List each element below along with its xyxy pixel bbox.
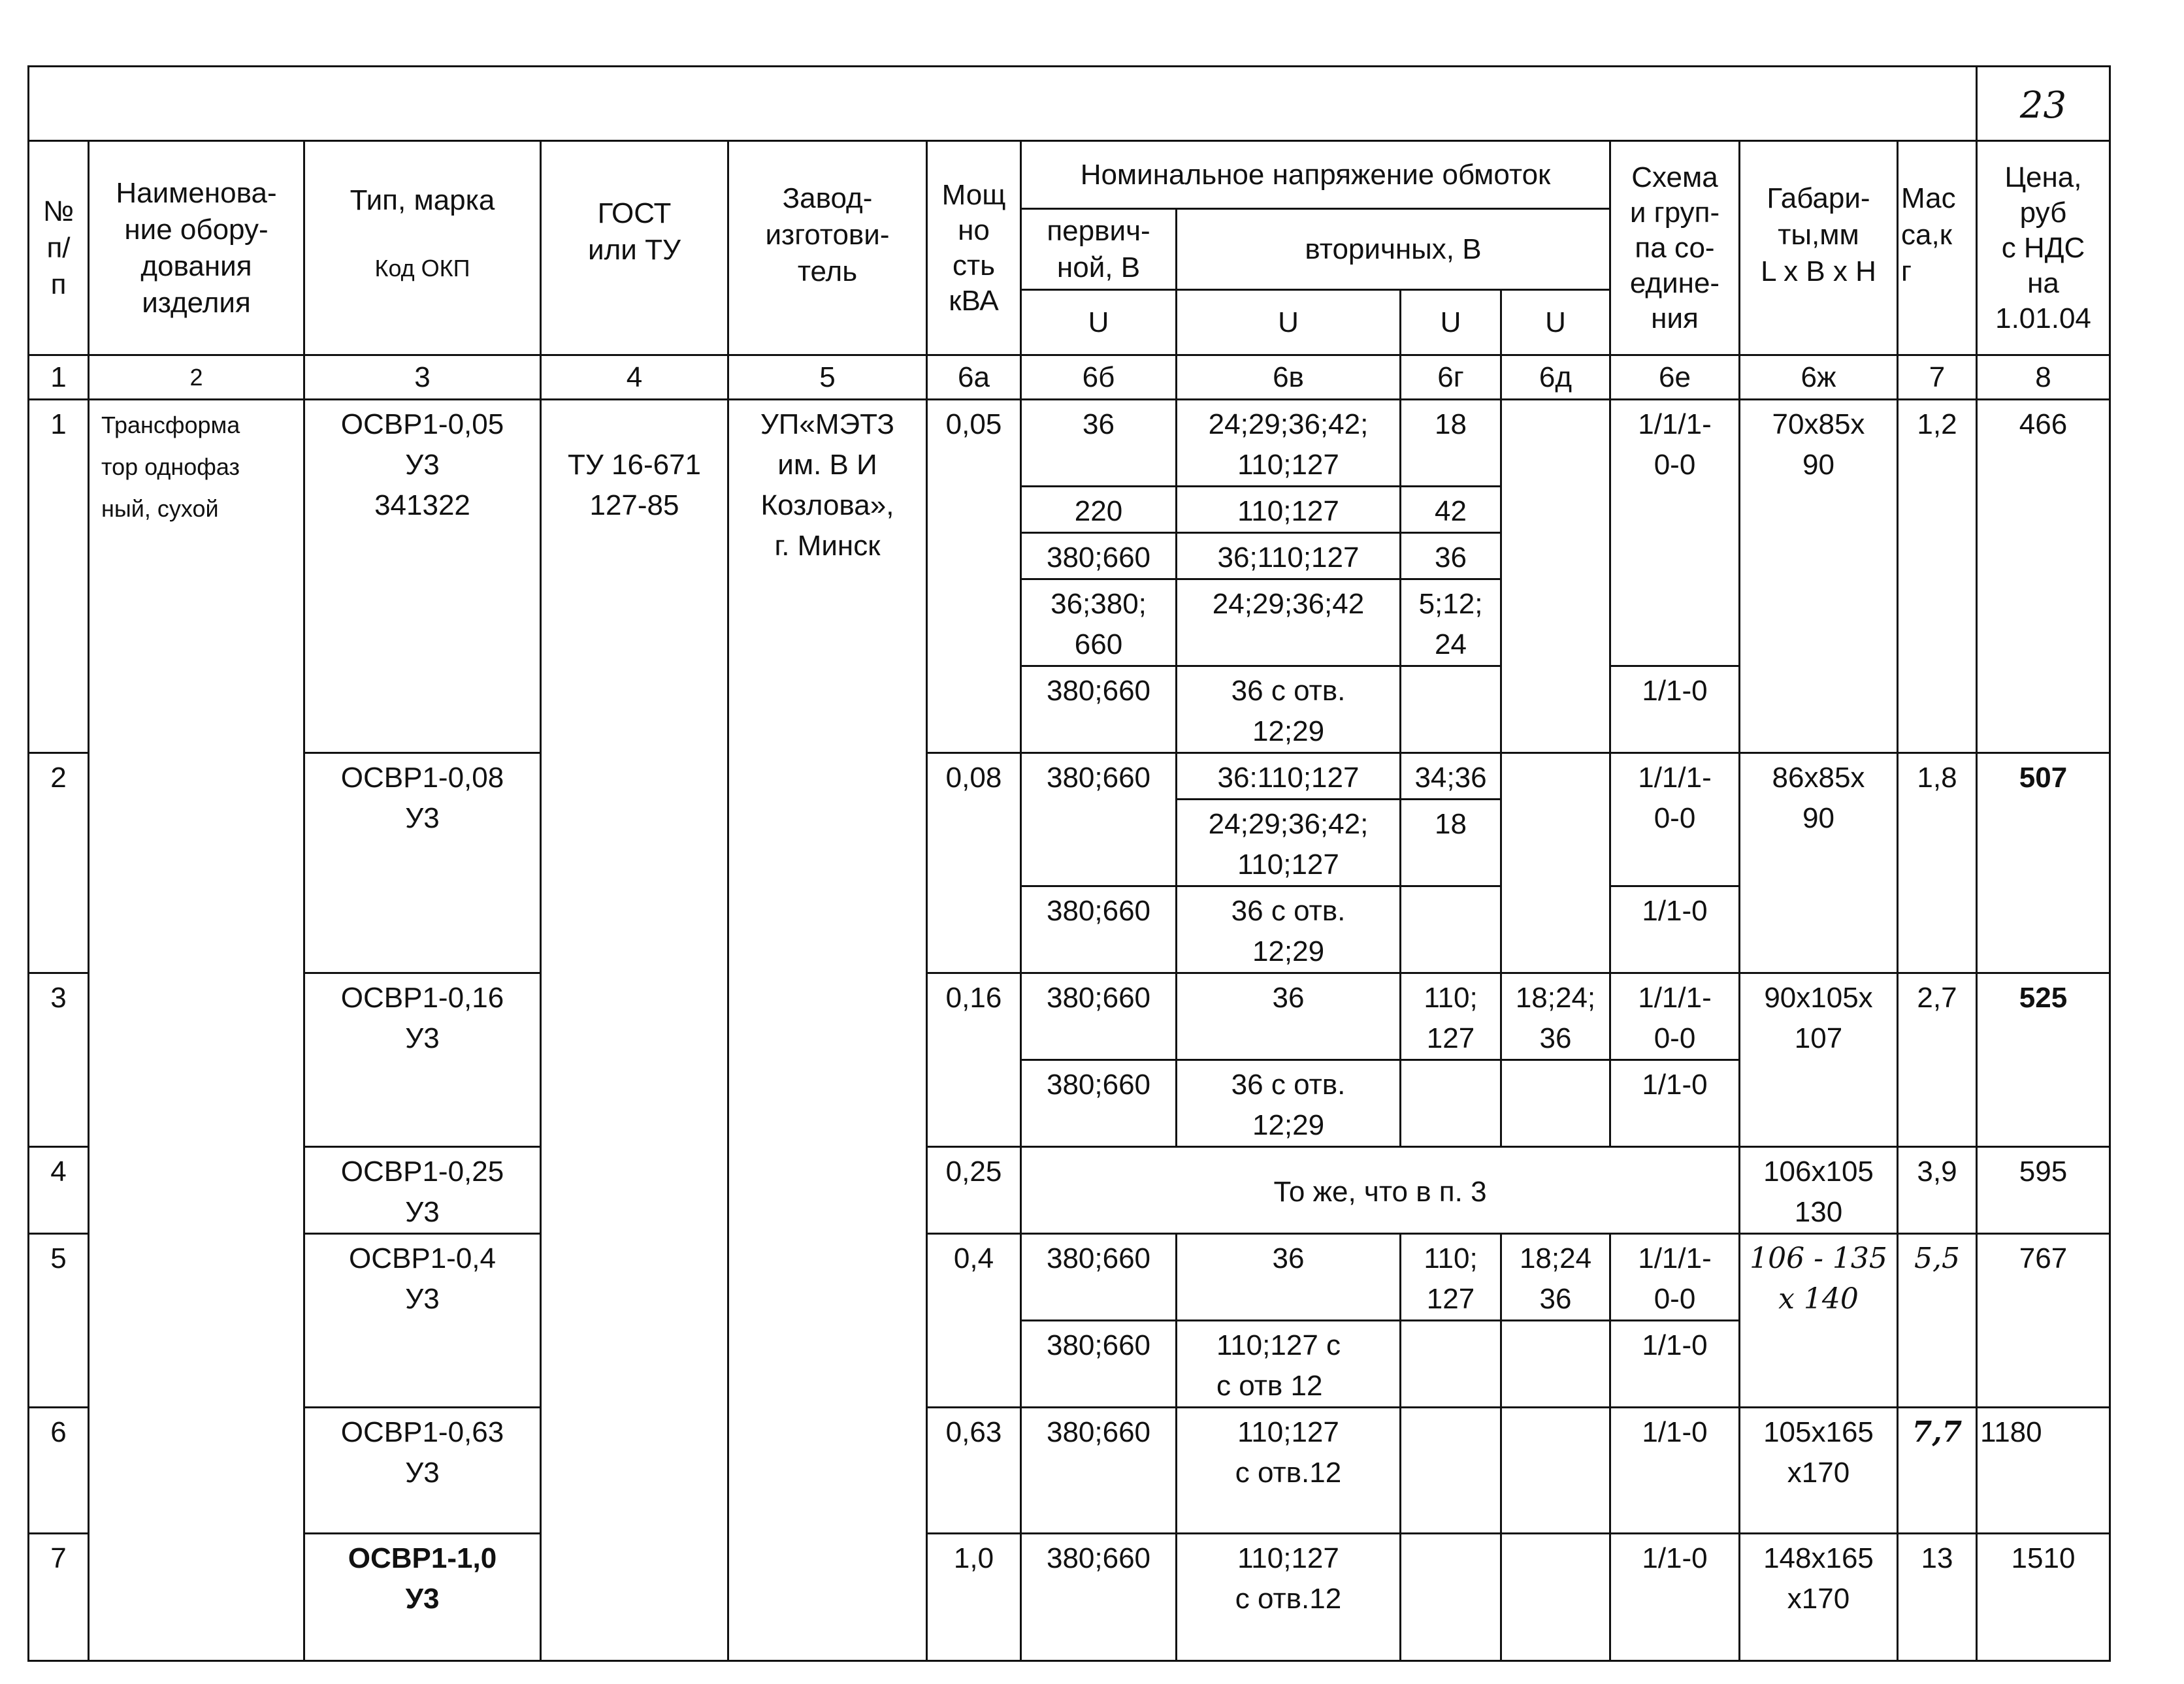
item-dims: 86x85x 90 <box>1740 753 1898 973</box>
primary-voltage: 380;660 <box>1021 1234 1177 1321</box>
colnum-6g: 6г <box>1401 355 1501 400</box>
connection-scheme: 1/1-0 <box>1610 886 1740 973</box>
header-type-code: Код ОКП <box>374 254 470 282</box>
primary-voltage: 380;660 <box>1021 886 1177 973</box>
table-row <box>29 1147 2110 1234</box>
colnum-2: 2 <box>89 355 304 400</box>
secondary-voltage-1: 110;127 с отв.12 <box>1177 1534 1401 1661</box>
connection-scheme: 1/1/1- 0-0 <box>1610 400 1740 666</box>
header-maker: Завод- изготови- тель <box>728 141 927 355</box>
secondary-voltage-3 <box>1501 1060 1610 1147</box>
item-dims: 105x165 x170 <box>1740 1408 1898 1534</box>
connection-scheme: 1/1/1- 0-0 <box>1610 1234 1740 1321</box>
secondary-voltage-1: 36 с отв. 12;29 <box>1177 1060 1401 1147</box>
header-num: № п/ п <box>29 141 89 355</box>
table-row <box>29 1408 2110 1534</box>
secondary-voltage-3: 18;24; 36 <box>1501 973 1610 1060</box>
item-power: 0,08 <box>927 753 1021 973</box>
header-type <box>304 141 541 355</box>
secondary-voltage-2: 42 <box>1401 487 1501 533</box>
header-power: Мощ но сть кВА <box>927 141 1021 355</box>
connection-scheme: 1/1/1- 0-0 <box>1610 753 1740 886</box>
item-power: 0,4 <box>927 1234 1021 1408</box>
secondary-voltage-3 <box>1501 400 1610 753</box>
colnum-6b: 6б <box>1021 355 1177 400</box>
item-price: 595 <box>1977 1147 2110 1234</box>
table-row <box>29 973 2110 1060</box>
table-row <box>29 1534 2110 1661</box>
item-type: ОСВР1-1,0 У3 <box>304 1534 541 1661</box>
colnum-5: 5 <box>728 355 927 400</box>
header-type-label: Тип, марка <box>350 184 495 216</box>
page-number: 23 <box>1977 67 2110 141</box>
secondary-voltage-3 <box>1501 1321 1610 1408</box>
primary-voltage: 36 <box>1021 400 1177 487</box>
item-type: ОСВР1-0,16 У3 <box>304 973 541 1147</box>
connection-scheme: 1/1-0 <box>1610 1060 1740 1147</box>
item-num: 4 <box>29 1147 89 1234</box>
secondary-voltage-2: 34;36 <box>1401 753 1501 800</box>
primary-voltage: 380;660 <box>1021 973 1177 1060</box>
item-dims: 90x105x 107 <box>1740 973 1898 1147</box>
item-type: ОСВР1-0,08 У3 <box>304 753 541 973</box>
secondary-voltage-3 <box>1501 1408 1610 1534</box>
item-mass: 2,7 <box>1898 973 1977 1147</box>
secondary-voltage-1: 110;127 <box>1177 487 1401 533</box>
colnum-3: 3 <box>304 355 541 400</box>
item-power: 0,25 <box>927 1147 1021 1234</box>
secondary-voltage-3 <box>1501 1534 1610 1661</box>
item-mass: 1,8 <box>1898 753 1977 973</box>
item-num: 7 <box>29 1534 89 1661</box>
header-u-primary: U <box>1021 290 1177 355</box>
secondary-voltage-2 <box>1401 666 1501 753</box>
primary-voltage: 380;660 <box>1021 1060 1177 1147</box>
colnum-8: 8 <box>1977 355 2110 400</box>
secondary-voltage-2: 18 <box>1401 400 1501 487</box>
header-u-secondary-2: U <box>1401 290 1501 355</box>
secondary-voltage-2: 5;12; 24 <box>1401 579 1501 666</box>
item-num: 2 <box>29 753 89 973</box>
item-type: ОСВР1-0,4 У3 <box>304 1234 541 1408</box>
secondary-voltage-1: 36;110;127 <box>1177 533 1401 579</box>
secondary-voltage-2 <box>1401 886 1501 973</box>
item-price: 466 <box>1977 400 2110 753</box>
colnum-6v: 6в <box>1177 355 1401 400</box>
same-as-note: То же, что в п. 3 <box>1021 1147 1740 1234</box>
item-type: ОСВР1-0,63 У3 <box>304 1408 541 1534</box>
secondary-voltage-1: 110;127 с отв.12 <box>1177 1408 1401 1534</box>
equipment-table <box>27 65 2111 1662</box>
secondary-voltage-2: 110; 127 <box>1401 973 1501 1060</box>
item-type: ОСВР1-0,05 У3 341322 <box>304 400 541 753</box>
item-mass: 1,2 <box>1898 400 1977 753</box>
primary-voltage: 380;660 <box>1021 1408 1177 1534</box>
table-row <box>29 400 2110 487</box>
header-mass: Мас са,к г <box>1898 141 1977 355</box>
secondary-voltage-1: 24;29;36;42; 110;127 <box>1177 400 1401 487</box>
item-num: 1 <box>29 400 89 753</box>
page-top-blank <box>29 67 1977 141</box>
secondary-voltage-1: 24;29;36;42; 110;127 <box>1177 800 1401 886</box>
item-mass: 5,5 <box>1898 1234 1977 1408</box>
item-mass: 7,7 <box>1898 1408 1977 1534</box>
primary-voltage: 380;660 <box>1021 753 1177 886</box>
item-price: 1510 <box>1977 1534 2110 1661</box>
connection-scheme: 1/1-0 <box>1610 1408 1740 1534</box>
table-row <box>29 753 2110 800</box>
secondary-voltage-2 <box>1401 1060 1501 1147</box>
header-secondary: вторичных, В <box>1177 209 1610 290</box>
secondary-voltage-2: 36 <box>1401 533 1501 579</box>
colnum-7: 7 <box>1898 355 1977 400</box>
secondary-voltage-1: 36 <box>1177 1234 1401 1321</box>
secondary-voltage-3: 18;24 36 <box>1501 1234 1610 1321</box>
primary-voltage: 36;380; 660 <box>1021 579 1177 666</box>
secondary-voltage-1: 36 <box>1177 973 1401 1060</box>
item-price: 1180 <box>1977 1408 2110 1534</box>
connection-scheme: 1/1-0 <box>1610 1321 1740 1408</box>
item-mass: 13 <box>1898 1534 1977 1661</box>
item-dims: 148x165 x170 <box>1740 1534 1898 1661</box>
header-name: Наименова- ние обору- дования изделия <box>89 141 304 355</box>
table-row <box>29 1234 2110 1321</box>
item-num: 6 <box>29 1408 89 1534</box>
header-gost: ГОСТ или ТУ <box>541 141 728 355</box>
connection-scheme: 1/1-0 <box>1610 666 1740 753</box>
item-price: 767 <box>1977 1234 2110 1408</box>
secondary-voltage-1: 36 с отв. 12;29 <box>1177 666 1401 753</box>
header-price: Цена, руб с НДС на 1.01.04 <box>1977 141 2110 355</box>
equipment-name: Трансформа тор однофаз ный, сухой <box>89 400 304 1661</box>
header-scheme: Схема и груп- па со- едине- ния <box>1610 141 1740 355</box>
item-dims: 106 - 135 x 140 <box>1740 1234 1898 1408</box>
item-type: ОСВР1-0,25 У3 <box>304 1147 541 1234</box>
manufacturer: УП«МЭТЗ им. В И Козлова», г. Минск <box>728 400 927 1661</box>
connection-scheme: 1/1-0 <box>1610 1534 1740 1661</box>
primary-voltage: 380;660 <box>1021 666 1177 753</box>
item-dims: 70x85x 90 <box>1740 400 1898 753</box>
item-power: 0,05 <box>927 400 1021 753</box>
item-dims: 106x105 130 <box>1740 1147 1898 1234</box>
item-power: 1,0 <box>927 1534 1021 1661</box>
price-sheet <box>27 65 2111 1662</box>
connection-scheme: 1/1/1- 0-0 <box>1610 973 1740 1060</box>
primary-voltage: 380;660 <box>1021 1534 1177 1661</box>
secondary-voltage-1: 36:110;127 <box>1177 753 1401 800</box>
colnum-4: 4 <box>541 355 728 400</box>
item-power: 0,16 <box>927 973 1021 1147</box>
secondary-voltage-1: 110;127 с с отв 12 <box>1177 1321 1401 1408</box>
secondary-voltage-2: 110; 127 <box>1401 1234 1501 1321</box>
item-mass: 3,9 <box>1898 1147 1977 1234</box>
secondary-voltage-3 <box>1501 753 1610 973</box>
secondary-voltage-2 <box>1401 1321 1501 1408</box>
primary-voltage: 220 <box>1021 487 1177 533</box>
item-price: 525 <box>1977 973 2110 1147</box>
header-dims: Габари- ты,мм L x B x H <box>1740 141 1898 355</box>
secondary-voltage-1: 36 с отв. 12;29 <box>1177 886 1401 973</box>
colnum-6e: 6е <box>1610 355 1740 400</box>
secondary-voltage-2 <box>1401 1534 1501 1661</box>
secondary-voltage-1: 24;29;36;42 <box>1177 579 1401 666</box>
primary-voltage: 380;660 <box>1021 1321 1177 1408</box>
item-power: 0,63 <box>927 1408 1021 1534</box>
header-voltage: Номинальное напряжение обмоток <box>1021 141 1610 209</box>
colnum-6d: 6д <box>1501 355 1610 400</box>
colnum-6zh: 6ж <box>1740 355 1898 400</box>
primary-voltage: 380;660 <box>1021 533 1177 579</box>
secondary-voltage-2: 18 <box>1401 800 1501 886</box>
header-u-secondary-1: U <box>1177 290 1401 355</box>
header-primary: первич- ной, В <box>1021 209 1177 290</box>
item-price: 507 <box>1977 753 2110 973</box>
item-num: 5 <box>29 1234 89 1408</box>
header-u-secondary-3: U <box>1501 290 1610 355</box>
secondary-voltage-2 <box>1401 1408 1501 1534</box>
colnum-6a: 6а <box>927 355 1021 400</box>
item-num: 3 <box>29 973 89 1147</box>
gost-spec: ТУ 16-671 127-85 <box>541 400 728 1661</box>
colnum-1: 1 <box>29 355 89 400</box>
